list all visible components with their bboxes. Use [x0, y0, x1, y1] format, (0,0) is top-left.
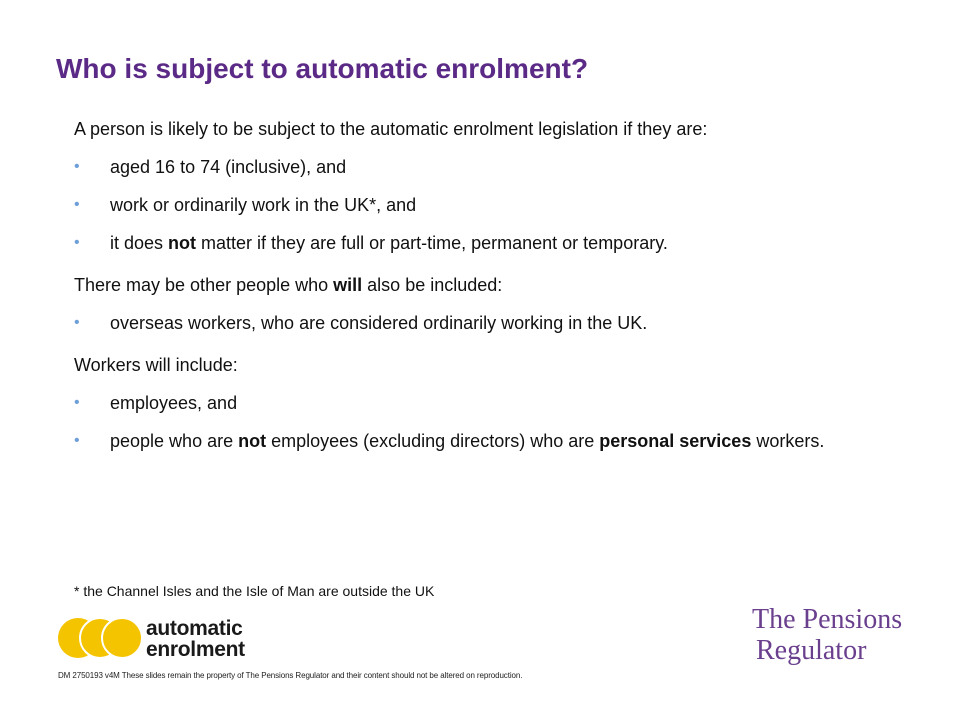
text-segment: overseas workers, who are considered ordinarily working in the UK. [110, 313, 648, 333]
bullet-item [74, 429, 894, 453]
regulator-logo-line1: The Pensions [752, 604, 903, 635]
text-segment: There may be other people who [74, 275, 334, 295]
bullet-icon: • [74, 196, 80, 213]
bullet-icon: • [74, 432, 80, 449]
emphasis-text: personal services [599, 431, 752, 451]
workers-intro-text: Workers will include: [74, 355, 238, 375]
text-segment: people who are [110, 431, 239, 451]
bullet-item [74, 311, 894, 335]
intro-text: A person is likely to be subject to the automatic enrolment legislation if they are: [74, 119, 708, 139]
bullet-item [74, 231, 894, 255]
ae-logo-line2: enrolment [146, 638, 245, 661]
bullet-icon: • [74, 158, 80, 175]
text-segment: it does [110, 233, 169, 253]
pensions-regulator-logo [752, 604, 902, 666]
text-segment: employees, and [110, 393, 238, 413]
bullet-item [74, 155, 894, 179]
bullet-item [74, 391, 894, 415]
ae-logo-line1: automatic [146, 617, 243, 640]
workers-list [74, 391, 894, 453]
emphasis-text: will [333, 275, 363, 295]
emphasis-text: not [238, 431, 267, 451]
bullet-icon: • [74, 234, 80, 251]
slide-title: Who is subject to automatic enrolment? [56, 53, 589, 84]
disclaimer-text: DM 2750193 v4M These slides remain the property of The Pensions Regulator and their content should not be altered on reproduction. [58, 671, 523, 680]
automatic-enrolment-logo-text [146, 618, 245, 660]
text-segment: also be included: [362, 275, 503, 295]
text-segment: employees (excluding directors) who are [266, 431, 600, 451]
text-segment: workers. [751, 431, 825, 451]
text-segment: work or ordinarily work in the UK*, and [110, 195, 417, 215]
others-list [74, 311, 894, 335]
bullet-item [74, 193, 894, 217]
bullet-icon: • [74, 394, 80, 411]
text-segment: aged 16 to 74 (inclusive), and [110, 157, 347, 177]
regulator-logo-line2: Regulator [756, 635, 867, 666]
others-intro-text [74, 273, 894, 297]
footnote: * the Channel Isles and the Isle of Man are outside the UK [74, 583, 435, 599]
bullet-icon: • [74, 314, 80, 331]
criteria-list [74, 155, 894, 255]
emphasis-text: not [168, 233, 197, 253]
text-segment: matter if they are full or part-time, permanent or temporary. [196, 233, 668, 253]
slide-body [74, 117, 894, 453]
